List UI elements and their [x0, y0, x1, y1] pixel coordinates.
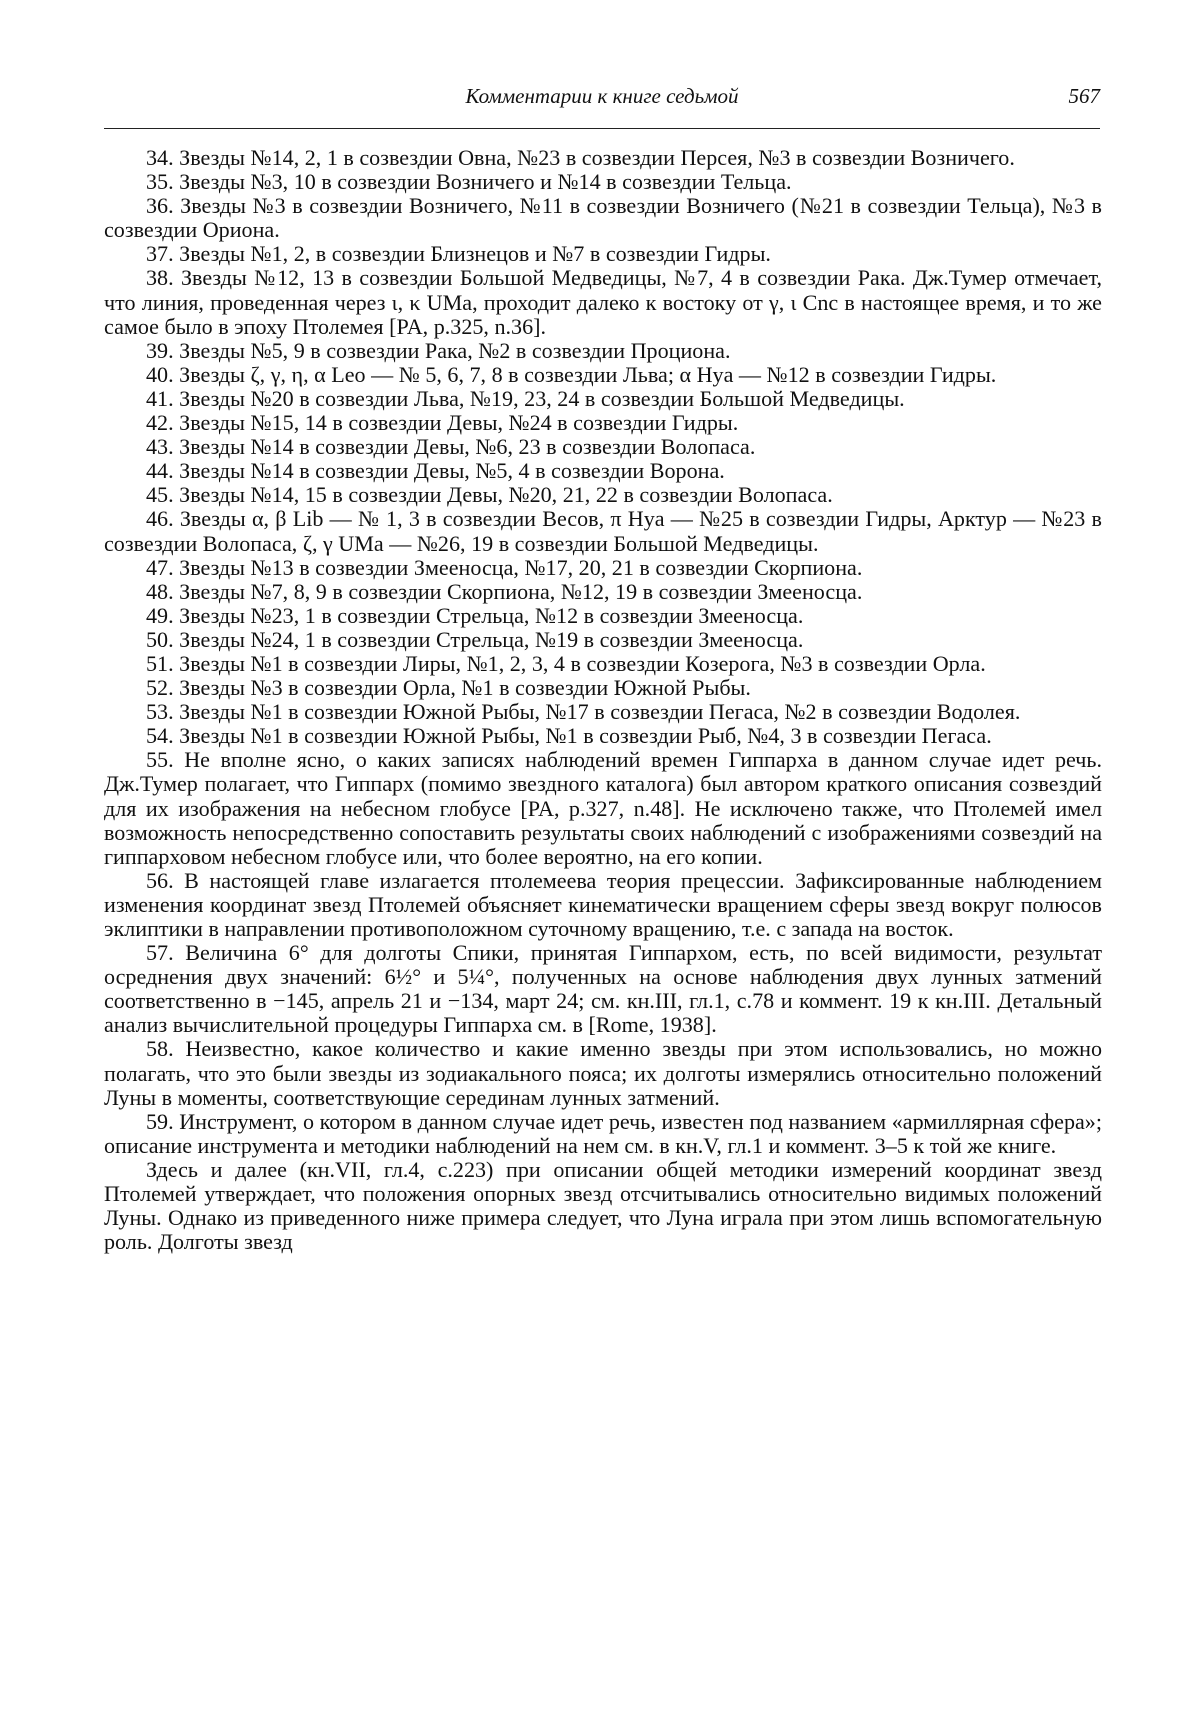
page-number: 567	[1068, 84, 1100, 108]
note-52: 52. Звезды №3 в созвездии Орла, №1 в созвездии Южной Рыбы.	[146, 675, 751, 701]
note-48: 48. Звезды №7, 8, 9 в созвездии Скорпиона, №12, 19 в созвездии Змееносца.	[146, 578, 863, 604]
header-rule	[104, 128, 1100, 129]
running-title: Комментарии к книге седьмой	[465, 84, 739, 108]
note-42: 42. Звезды №15, 14 в созвездии Девы, №24 в созвездии Гидры.	[146, 410, 739, 436]
note-40: 40. Звезды ζ, γ, η, α Leo — № 5, 6, 7, 8 в созвездии Льва; α Hya — №12 в созвездии Гидры.	[146, 361, 997, 387]
continuation-paragraph: Здесь и далее (кн.VII, гл.4, с.223) при описании общей методики измерений координат звезд Птолемей утверждает, что положения опорных звезд отсчитывались относительно видимых положений Луны. Однако из приведенного ниже примера следует, что Луна играла при этом лишь вспомогательную роль. Долготы звезд	[104, 1156, 1102, 1255]
running-head	[104, 82, 1100, 112]
note-51: 51. Звезды №1 в созвездии Лиры, №1, 2, 3, 4 в созвездии Козерога, №3 в созвездии Орла.	[146, 650, 986, 676]
note-37: 37. Звезды №1, 2, в созвездии Близнецов и №7 в созвездии Гидры.	[146, 241, 771, 267]
note-45: 45. Звезды №14, 15 в созвездии Девы, №20, 21, 22 в созвездии Волопаса.	[146, 482, 833, 508]
note-57: 57. Величина 6° для долготы Спики, принятая Гиппархом, есть, по всей видимости, результат осреднения двух значений: 6½° и 5¼°, полученных на основе наблюдения двух лунных затмений соответственно в −145, апрель 21 и −134, март 24; см. кн.III, гл.1, с.78 и коммент. 19 к кн.III. Детальный анализ вычислительной процедуры Гиппарха см. в [Rome, 1938].	[104, 940, 1102, 1038]
note-44: 44. Звезды №14 в созвездии Девы, №5, 4 в созвездии Ворона.	[146, 458, 725, 484]
note-46: 46. Звезды α, β Lib — № 1, 3 в созвездии Весов, π Hya — №25 в созвездии Гидры, Арктур — №23 в созвездии Волопаса, ζ, γ UMa — №26, 19 в созвездии Большой Медведицы.	[104, 506, 1102, 556]
note-49: 49. Звезды №23, 1 в созвездии Стрельца, №12 в созвездии Змееносца.	[146, 602, 804, 628]
note-58: 58. Неизвестно, какое количество и какие именно звезды при этом использовались, но можно полагать, что это были звезды из зодиакального пояса; их долготы измерялись относительно положений Луны в моменты, соответствующие серединам лунных затмений.	[104, 1036, 1102, 1110]
note-47: 47. Звезды №13 в созвездии Змееносца, №17, 20, 21 в созвездии Скорпиона.	[146, 554, 863, 580]
note-39: 39. Звезды №5, 9 в созвездии Рака, №2 в созвездии Проциона.	[146, 337, 731, 363]
note-56: 56. В настоящей главе излагается птолемеева теория прецессии. Зафиксированные наблюдением изменения координат звезд Птолемей объясняет кинематически вращением сферы звезд вокруг полюсов эклиптики в направлении противоположном суточному вращению, т.е. с запада на восток.	[104, 867, 1102, 941]
note-34: 34. Звезды №14, 2, 1 в созвездии Овна, №23 в созвездии Персея, №3 в созвездии Возничего.	[146, 145, 1015, 170]
note-36: 36. Звезды №3 в созвездии Возничего, №11 в созвездии Возничего (№21 в созвездии Тельца), №3 в созвездии Ориона.	[104, 193, 1102, 243]
note-59: 59. Инструмент, о котором в данном случае идет речь, известен под названием «армиллярная сфера»; описание инструмента и методики наблюдений на нем см. в кн.V, гл.1 и коммент. 3–5 к той же книге.	[104, 1108, 1102, 1158]
note-38: 38. Звезды №12, 13 в созвездии Большой Медведицы, №7, 4 в созвездии Рака. Дж.Тумер отмечает, что линия, проведенная через ι, κ UMa, проходит далеко к востоку от γ, ι Cnc в настоящее время, и то же самое было в эпоху Птолемея [PA, p.325, n.36].	[104, 265, 1102, 339]
commentary-body	[104, 146, 1102, 1254]
note-55: 55. Не вполне ясно, о каких записях наблюдений времен Гиппарха в данном случае идет речь. Дж.Тумер полагает, что Гиппарх (помимо звездного каталога) был автором краткого описания созвездий для их изображения на небесном глобусе [PA, p.327, n.48]. Не исключено также, что Птолемей имел возможность непосредственно сопоставить результаты своих наблюдений с изображениями созвездий на гиппарховом небесном глобусе или, что более вероятно, на его копии.	[104, 747, 1102, 869]
note-35: 35. Звезды №3, 10 в созвездии Возничего и №14 в созвездии Тельца.	[146, 169, 792, 195]
note-53: 53. Звезды №1 в созвездии Южной Рыбы, №17 в созвездии Пегаса, №2 в созвездии Водолея.	[146, 699, 1021, 725]
note-43: 43. Звезды №14 в созвездии Девы, №6, 23 в созвездии Волопаса.	[146, 434, 756, 460]
note-54: 54. Звезды №1 в созвездии Южной Рыбы, №1 в созвездии Рыб, №4, 3 в созвездии Пегаса.	[146, 723, 992, 749]
note-41: 41. Звезды №20 в созвездии Льва, №19, 23, 24 в созвездии Большой Медведицы.	[146, 385, 905, 411]
note-50: 50. Звезды №24, 1 в созвездии Стрельца, №19 в созвездии Змееносца.	[146, 626, 804, 652]
